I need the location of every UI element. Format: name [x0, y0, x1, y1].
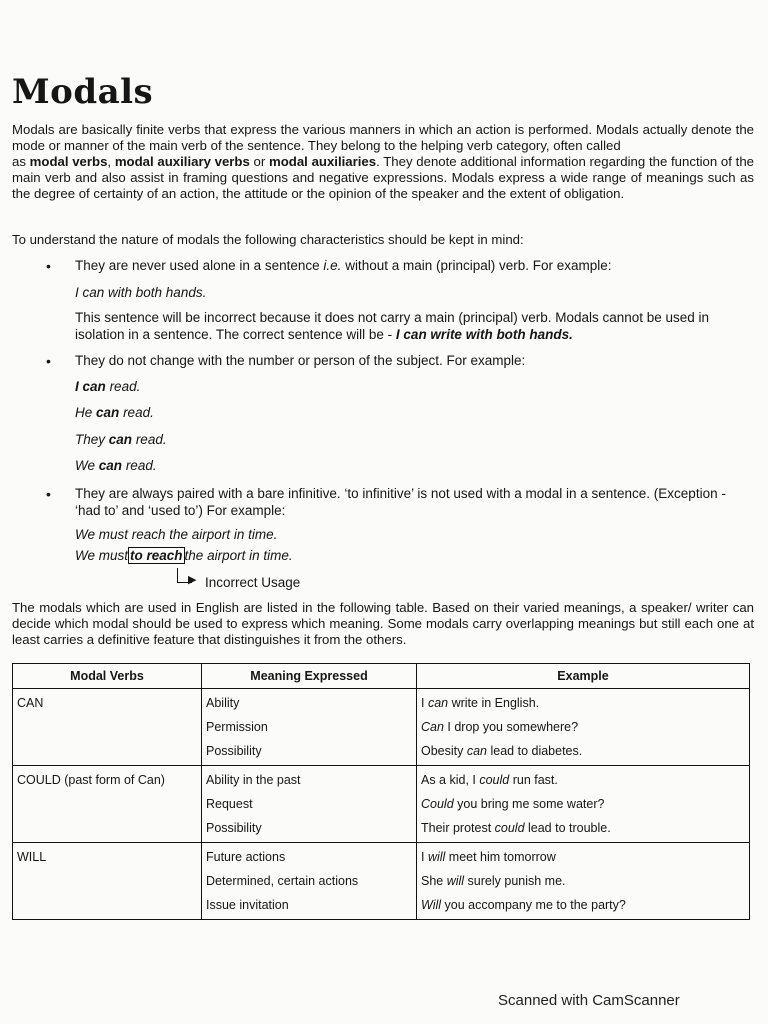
table-intro-paragraph: The modals which are used in English are listed in the following table. Based on their varied meanings, a speaker/ writer can decide which modal should be used to express which meaning. Some modals carry overlapping meanings but still each one at least carries a definitive feature that distinguishes it from the others.: [12, 600, 754, 647]
table-header-row: [13, 664, 750, 689]
scanner-watermark: Scanned with CamScanner: [498, 992, 680, 1009]
column-header: Example: [417, 664, 750, 689]
incorrect-usage-note: Incorrect Usage: [205, 575, 301, 590]
modal-cell: CAN: [13, 689, 202, 766]
point2-text: They do not change with the number or person of the subject. For example:: [75, 353, 526, 368]
point1-example: I can with both hands.: [75, 285, 207, 300]
modals-table: [12, 663, 750, 920]
point3-example-correct: We must reach the airport in time.: [75, 527, 278, 542]
modal-cell: COULD (past form of Can): [13, 766, 202, 843]
page-title: Modals: [12, 72, 154, 112]
point2-example: I can read.: [75, 379, 141, 394]
lead-paragraph: To understand the nature of modals the following characteristics should be kept in mind:: [12, 232, 524, 247]
column-header: Modal Verbs: [13, 664, 202, 689]
point2-example: They can read.: [75, 432, 167, 447]
example-cell: I will meet him tomorrow She will surely punish me. Will you accompany me to the party?: [417, 843, 750, 920]
point1-correct: I can write with both hands.: [395, 327, 573, 342]
incorrect-highlight-box: to reach: [130, 548, 183, 563]
point1-explain: This sentence will be incorrect because it does not carry a main (principal) verb. Modals cannot be used in isolation in a sentence. The correct sentence will be - I can write with both hands.: [75, 310, 710, 342]
meaning-cell: Ability Permission Possibility: [202, 689, 417, 766]
intro-paragraph: Modals are basically finite verbs that express the various manners in which an action is performed. Modals actually denote the mode or manner of the main verb of the sentence. They belong to the helping verb category, often called as modal verbs, modal auxiliary verbs or modal auxiliaries. They denote additional information regarding the function of the main verb and also assist in framing questions and negative expressions. Modals express a wide range of meanings such as the degree of certainty of an action, the attitude or the opinion of the speaker and the extent of obligation.: [12, 122, 754, 201]
term-modal-auxiliary-verbs: modal auxiliary verbs: [114, 154, 250, 169]
point3-example-incorrect: We must to reach the airport in time.: [75, 548, 293, 563]
meaning-cell: Future actions Determined, certain actions Issue invitation: [202, 843, 417, 920]
bullet-marker: •: [46, 353, 51, 369]
term-modal-auxiliaries: modal auxiliaries: [269, 154, 377, 169]
bullet-marker: •: [46, 258, 51, 274]
point2-example: We can read.: [75, 458, 157, 473]
column-header: Meaning Expressed: [202, 664, 417, 689]
modal-cell: WILL: [13, 843, 202, 920]
term-modal-verbs: modal verbs: [29, 154, 108, 169]
table-row: [13, 689, 750, 766]
example-cell: I can write in English. Can I drop you somewhere? Obesity can lead to diabetes.: [417, 689, 750, 766]
point1-text: They are never used alone in a sentence i.e. without a main (principal) verb. For example:: [75, 258, 612, 273]
table-row: [13, 843, 750, 920]
arrow-right-icon: ▶: [188, 574, 197, 586]
point3-text: They are always paired with a bare infinitive. ‘to infinitive’ is not used with a modal in a sentence. (Exception - ‘had to’ and ‘used to’) For example:: [75, 486, 726, 518]
bullet-marker: •: [46, 486, 51, 502]
meaning-cell: Ability in the past Request Possibility: [202, 766, 417, 843]
point2-example: He can read.: [75, 405, 154, 420]
table-row: [13, 766, 750, 843]
example-cell: As a kid, I could run fast. Could you bring me some water? Their protest could lead to trouble.: [417, 766, 750, 843]
